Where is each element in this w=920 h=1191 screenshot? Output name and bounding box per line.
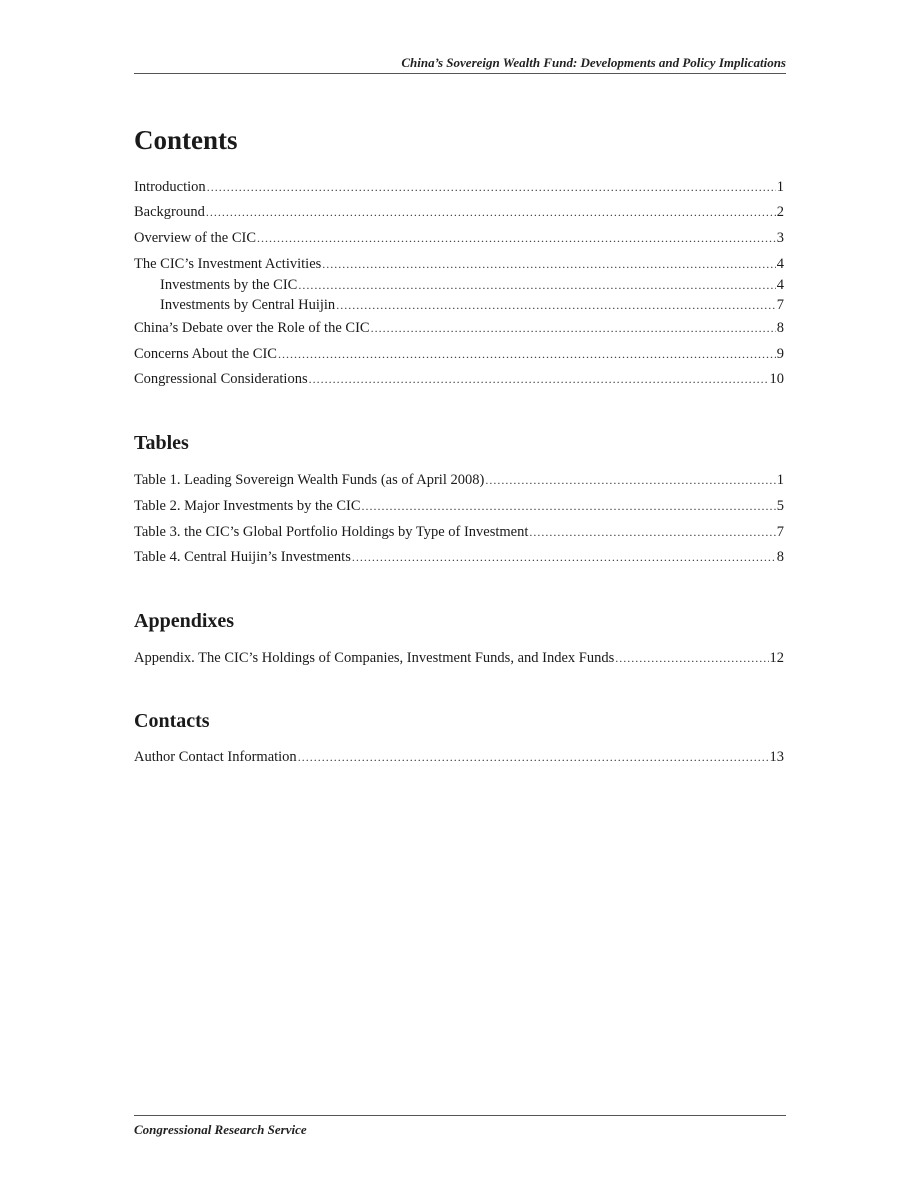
toc-leader-dots [298, 747, 769, 767]
page-footer: Congressional Research Service [134, 1115, 786, 1138]
toc-entry-china-debate[interactable] [134, 318, 784, 338]
toc-entry-congressional-considerations[interactable] [134, 369, 784, 389]
toc-entry-page: 8 [776, 549, 784, 565]
toc-entry-concerns[interactable] [134, 344, 784, 364]
toc-entry-investments-by-cic[interactable] [160, 275, 784, 295]
toc-entry-page: 5 [776, 498, 784, 514]
toc-entry-label: Table 1. Leading Sovereign Wealth Funds (as of April 2008) [134, 472, 485, 488]
running-header: China’s Sovereign Wealth Fund: Developments and Policy Implications [134, 55, 786, 74]
appendixes-title: Appendixes [134, 610, 235, 632]
toc-entry-page: 1 [776, 472, 784, 488]
toc-entry-page: 12 [769, 650, 784, 666]
toc-entry-table-3[interactable] [134, 522, 784, 542]
toc-entry-page: 9 [776, 346, 784, 362]
toc-entry-page: 7 [776, 524, 784, 540]
toc-entry-label: Congressional Considerations [134, 371, 308, 387]
toc-entry-page: 2 [776, 204, 784, 220]
toc-entry-label: Overview of the CIC [134, 230, 257, 246]
toc-entry-page: 4 [776, 256, 784, 272]
toc-entry-label: China’s Debate over the Role of the CIC [134, 320, 370, 336]
toc-entry-overview[interactable] [134, 228, 784, 248]
contacts-title: Contacts [134, 710, 210, 732]
toc-entry-table-2[interactable] [134, 496, 784, 516]
toc-entry-table-1[interactable] [134, 470, 784, 490]
toc-entry-label: Introduction [134, 179, 206, 195]
toc-entry-label: Appendix. The CIC’s Holdings of Companies, Investment Funds, and Index Funds [134, 650, 615, 666]
toc-leader-dots [309, 369, 769, 389]
toc-entry-page: 4 [776, 277, 784, 293]
toc-entry-label: Investments by the CIC [160, 277, 298, 293]
toc-leader-dots [615, 648, 768, 668]
toc-entry-page: 13 [769, 749, 784, 765]
toc-entry-author-contact[interactable] [134, 747, 784, 767]
toc-entry-page: 1 [776, 179, 784, 195]
toc-leader-dots [336, 295, 776, 315]
toc-entry-page: 8 [776, 320, 784, 336]
toc-entry-introduction[interactable] [134, 177, 784, 197]
tables-title: Tables [134, 432, 189, 454]
toc-entry-label: Table 3. the CIC’s Global Portfolio Holdings by Type of Investment [134, 524, 529, 540]
toc-entry-table-4[interactable] [134, 547, 784, 567]
toc-entry-label: Table 4. Central Huijin’s Investments [134, 549, 351, 565]
toc-entry-label: Table 2. Major Investments by the CIC [134, 498, 361, 514]
toc-entry-investments-by-central-huijin[interactable] [160, 295, 784, 315]
toc-entry-page: 10 [769, 371, 784, 387]
toc-entry-label: Background [134, 204, 205, 220]
toc-entry-background[interactable] [134, 202, 784, 222]
toc-entry-investment-activities[interactable] [134, 254, 784, 274]
toc-entry-page: 7 [776, 297, 784, 313]
toc-leader-dots [529, 522, 775, 542]
toc-leader-dots [298, 275, 775, 295]
toc-entry-label: Investments by Central Huijin [160, 297, 336, 313]
toc-leader-dots [322, 254, 775, 274]
toc-entry-appendix[interactable] [134, 648, 784, 668]
toc-entry-label: Author Contact Information [134, 749, 297, 765]
toc-leader-dots [257, 228, 776, 248]
toc-leader-dots [207, 177, 776, 197]
toc-leader-dots [352, 547, 776, 567]
toc-entry-label: The CIC’s Investment Activities [134, 256, 322, 272]
toc-leader-dots [485, 470, 775, 490]
toc-leader-dots [362, 496, 776, 516]
toc-leader-dots [371, 318, 776, 338]
toc-entry-label: Concerns About the CIC [134, 346, 277, 362]
toc-leader-dots [206, 202, 776, 222]
toc-entry-page: 3 [776, 230, 784, 246]
contents-title: Contents [134, 125, 238, 155]
toc-leader-dots [278, 344, 776, 364]
